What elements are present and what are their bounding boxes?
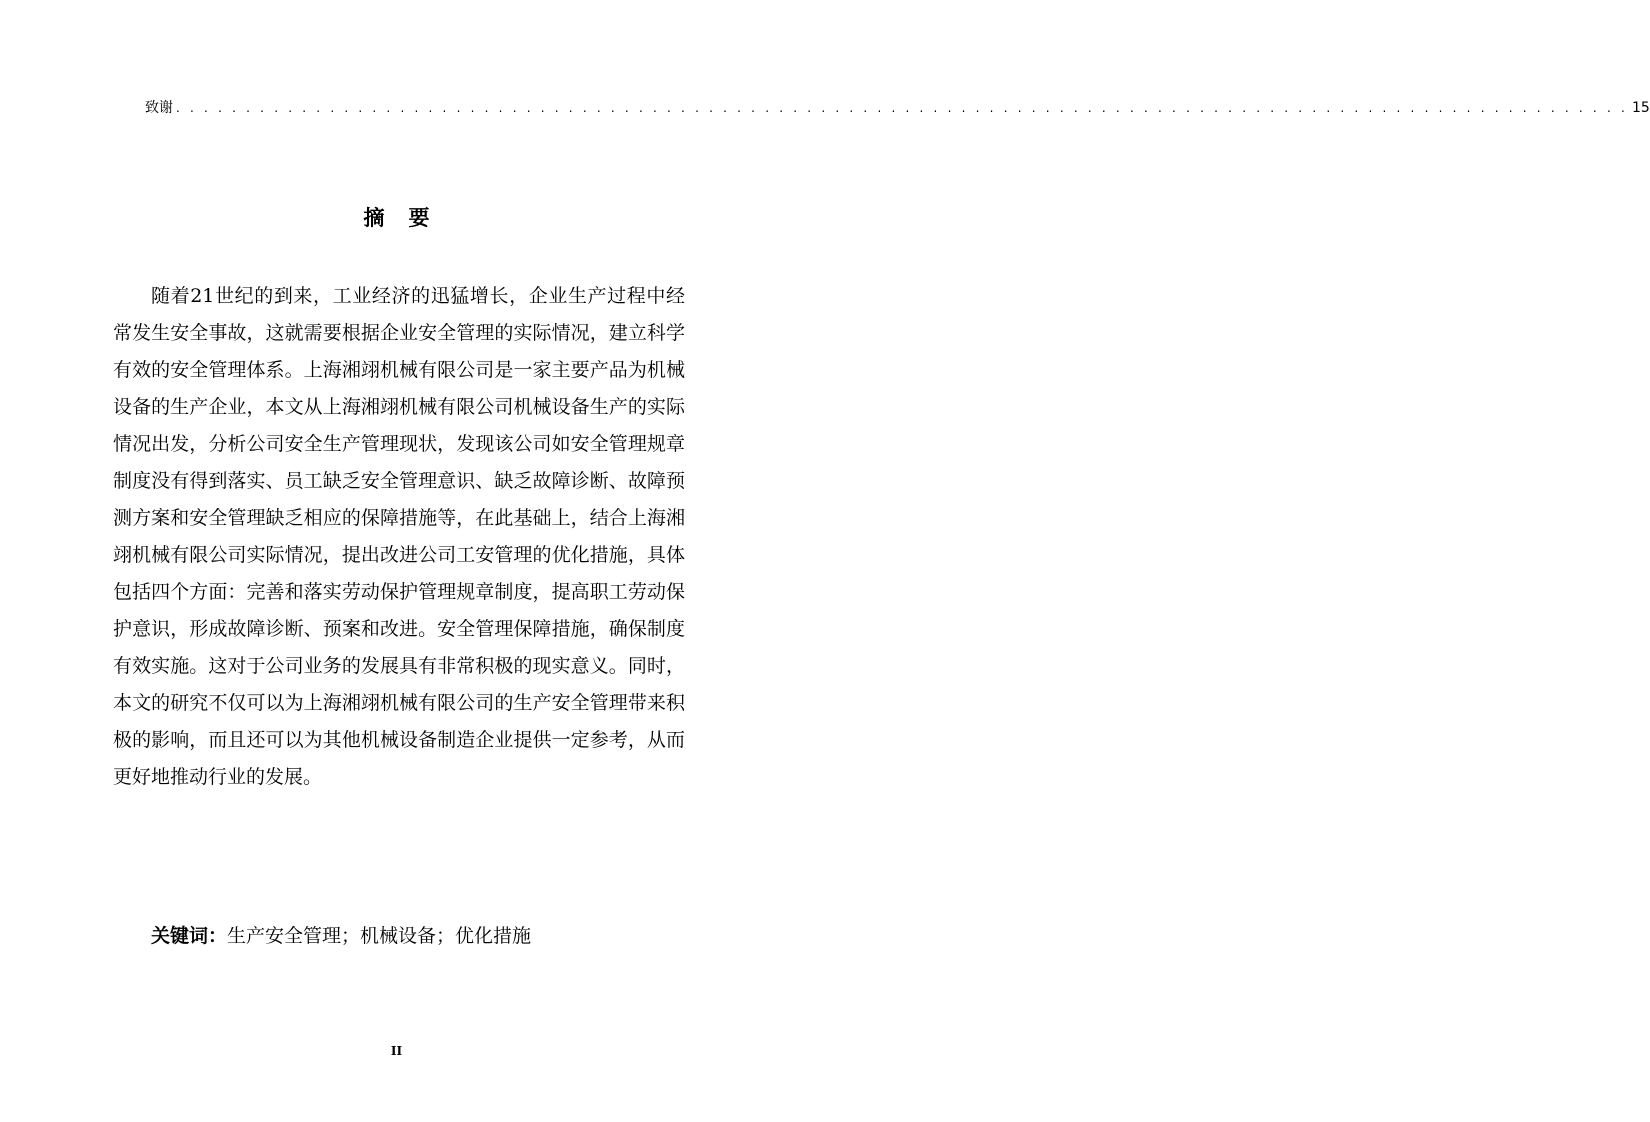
keywords-value: 生产安全管理；机械设备；优化措施	[227, 925, 532, 947]
keywords-label: 关键词：	[151, 925, 228, 947]
toc-dot-leader: . . . . . . . . . . . . . . . . . . . . . . . . . . . . . . . . . . . . . . . . . . . . . . . . . . . . . . . . . . . . . . . . . . . . . . . . . . . . . . . . . . . . . . . . . . . . . . . . . . . . . . . .	[176, 101, 1628, 115]
toc-entry-page-number: 15	[1632, 100, 1650, 116]
abstract-title: 摘要	[363, 206, 454, 230]
keywords-line	[151, 920, 531, 952]
page-number: II	[390, 1044, 403, 1058]
toc-entry-label: 致谢	[145, 100, 173, 116]
toc-entry-acknowledgements[interactable]	[145, 98, 1650, 118]
abstract-body: 随着21世纪的到来，工业经济的迅猛增长，企业生产过程中经常发生安全事故，这就需要根据企业安全管理的实际情况，建立科学有效的安全管理体系。上海湘翊机械有限公司是一家主要产品为机械设备的生产企业，本文从上海湘翊机械有限公司机械设备生产的实际情况出发，分析公司安全生产管理现状，发现该公司如安全管理规章制度没有得到落实、员工缺乏安全管理意识、缺乏故障诊断、故障预测方案和安全管理缺乏相应的保障措施等，在此基础上，结合上海湘翊机械有限公司实际情况，提出改进公司工安管理的优化措施，具体包括四个方面：完善和落实劳动保护管理规章制度，提高职工劳动保护意识，形成故障诊断、预案和改进。安全管理保障措施，确保制度有效实施。这对于公司业务的发展具有非常积极的现实意义。同时，本文的研究不仅可以为上海湘翊机械有限公司的生产安全管理带来积极的影响，而且还可以为其他机械设备制造企业提供一定参考，从而更好地推动行业的发展。	[113, 285, 685, 788]
